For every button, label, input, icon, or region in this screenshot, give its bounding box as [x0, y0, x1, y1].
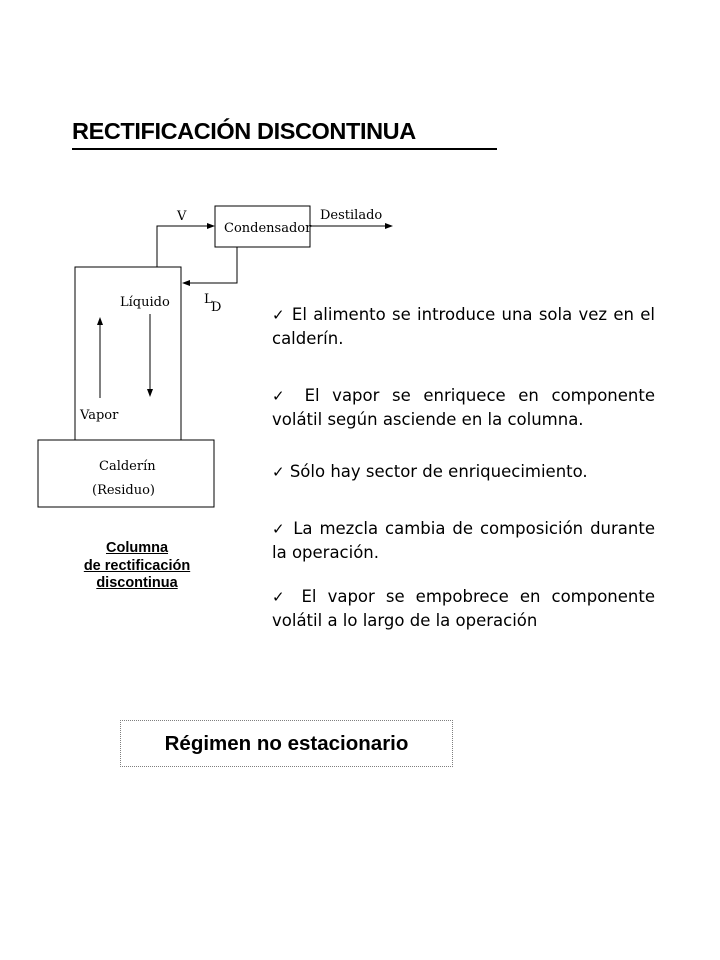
reflux-line — [188, 247, 237, 283]
diagram-caption — [52, 540, 222, 593]
check-icon: ✓ — [272, 463, 285, 481]
caption-line-3: discontinua — [96, 575, 178, 591]
label-destilado: Destilado — [320, 208, 383, 223]
vapor-up-arrowhead — [97, 317, 103, 325]
label-l-subscript: D — [211, 300, 222, 315]
bullet-item — [272, 303, 655, 351]
liquid-down-arrowhead — [147, 389, 153, 397]
bullet-text: El vapor se enriquece en componente volátil según asciende en la columna. — [272, 386, 655, 429]
bullet-item — [272, 585, 655, 633]
label-calderin: Calderín — [99, 459, 156, 474]
label-vapor: Vapor — [80, 408, 119, 423]
regime-box — [120, 720, 453, 767]
label-condensador: Condensador — [224, 221, 312, 236]
label-liquido: Líquido — [120, 295, 170, 310]
vapor-line — [157, 226, 209, 267]
distillate-arrowhead — [385, 223, 393, 229]
bullet-text: El alimento se introduce una sola vez en el calderín. — [272, 305, 655, 348]
page-title: RECTIFICACIÓN DISCONTINUA — [72, 118, 497, 150]
caption-line-1: Columna — [105, 540, 169, 556]
label-residuo: (Residuo) — [92, 483, 155, 498]
bullet-text: La mezcla cambia de composición durante la operación. — [272, 519, 655, 562]
vapor-arrowhead — [207, 223, 215, 229]
check-icon: ✓ — [272, 588, 291, 606]
bullet-item — [272, 460, 655, 484]
label-l: L — [204, 292, 213, 307]
regime-label: Régimen no estacionario — [164, 731, 409, 755]
caption-line-2: de rectificación — [83, 557, 191, 574]
bullet-item — [272, 517, 655, 565]
bullet-text: Sólo hay sector de enriquecimiento. — [289, 462, 588, 481]
bullet-item — [272, 384, 655, 432]
label-v: V — [177, 209, 187, 224]
check-icon: ✓ — [272, 387, 292, 405]
check-icon: ✓ — [272, 520, 287, 538]
reflux-arrowhead — [182, 280, 190, 286]
bullet-text: El vapor se empobrece en componente volátil a lo largo de la operación — [272, 587, 655, 630]
check-icon: ✓ — [272, 306, 286, 324]
